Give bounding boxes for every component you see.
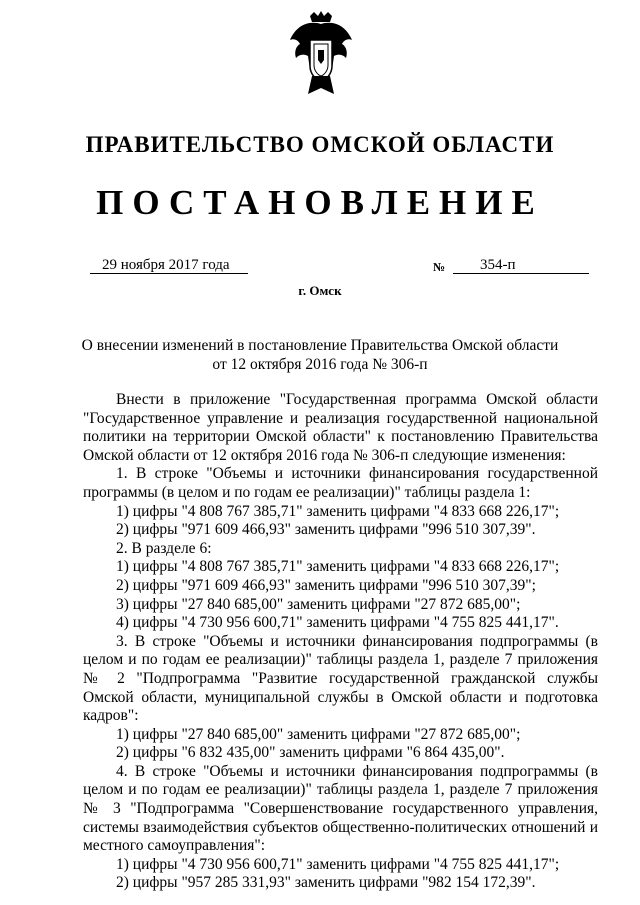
document-subject <box>0 336 640 374</box>
document-body <box>83 391 598 893</box>
paragraph: 1) цифры "4 808 767 385,71" заменить цифрами "4 833 668 226,17"; <box>116 502 560 520</box>
paragraph: 4. В строке "Объемы и источники финансирования подпрограммы (в целом и по годам ее реализации)" таблицы раздела 1, разделе 7 приложения № 3 "Подпрограмма "Совершенствование государственного управления, системы взаимодействия субъектов общественно-политических отношений и местного самоуправления": <box>83 762 598 855</box>
coat-of-arms-icon <box>288 10 354 96</box>
paragraph: 2) цифры "957 285 331,93" заменить цифрами "982 154 172,39". <box>116 874 536 892</box>
paragraph: 4) цифры "4 730 956 600,71" заменить цифрами "4 755 825 441,17". <box>116 614 559 632</box>
paragraph: 1) цифры "4 808 767 385,71" заменить цифрами "4 833 668 226,17"; <box>116 558 560 576</box>
document-number: 354-п <box>453 257 589 274</box>
paragraph: 1) цифры "27 840 685,00" заменить цифрами "27 872 685,00"; <box>116 725 521 743</box>
document-date: 29 ноября 2017 года <box>90 257 248 274</box>
subject-line: О внесении изменений в постановление Правительства Омской области <box>81 337 559 354</box>
city: г. Омск <box>298 283 342 298</box>
paragraph: 1. В строке "Объемы и источники финансирования государственной программы (в целом и по годам ее реализации)" таблицы раздела 1: <box>83 465 598 501</box>
number-label: № <box>433 260 446 274</box>
paragraph: 2) цифры "6 832 435,00" заменить цифрами "6 864 435,00". <box>116 744 505 762</box>
subject-line: от 12 октября 2016 года № 306-п <box>212 356 428 373</box>
government-name: ПРАВИТЕЛЬСТВО ОМСКОЙ ОБЛАСТИ <box>85 132 555 157</box>
paragraph: 2) цифры "971 609 466,93" заменить цифрами "996 510 307,39". <box>116 521 536 539</box>
paragraph: Внести в приложение "Государственная программа Омской области "Государственное управление и реализация государственной национальной политики на территории Омской области" к постановлению Правительства Омской области от 12 октября 2016 года № 306-п следующие изменения: <box>83 391 598 464</box>
paragraph: 3. В строке "Объемы и источники финансирования подпрограммы (в целом и по годам ее реализации)" таблицы раздела 1, разделе 7 приложения № 2 "Подпрограмма "Развитие государственной гражданской службы Омской области, муниципальной службы в Омской области и подготовка кадров": <box>83 632 598 725</box>
paragraph: 2. В разделе 6: <box>116 539 212 557</box>
paragraph: 2) цифры "971 609 466,93" заменить цифрами "996 510 307,39"; <box>116 576 536 594</box>
document-type: ПОСТАНОВЛЕНИЕ <box>96 183 544 222</box>
paragraph: 1) цифры "4 730 956 600,71" заменить цифрами "4 755 825 441,17"; <box>116 855 560 873</box>
paragraph: 3) цифры "27 840 685,00" заменить цифрами "27 872 685,00"; <box>116 595 521 613</box>
